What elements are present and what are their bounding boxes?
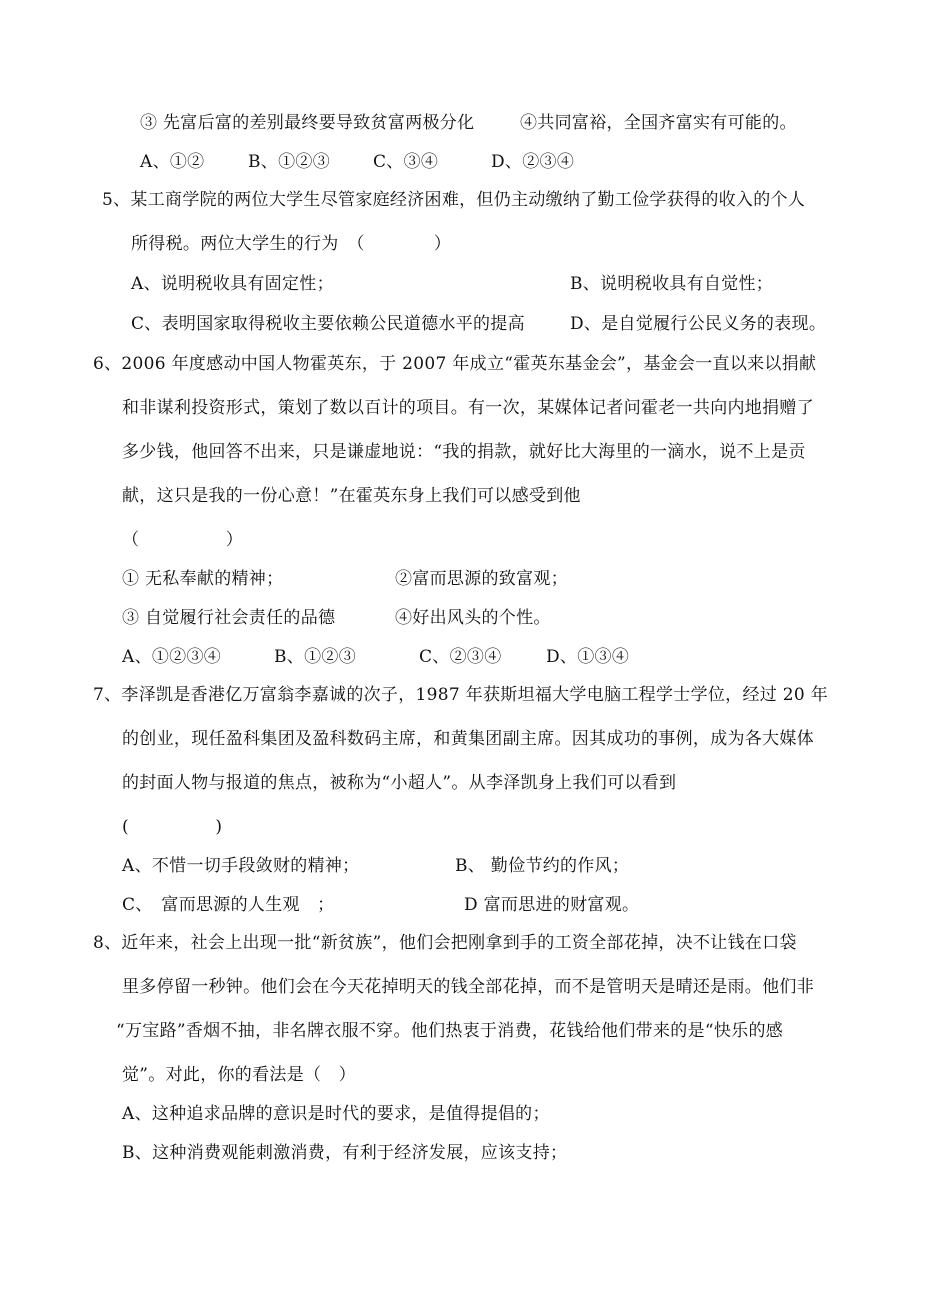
option-a: A、说明税收具有固定性；	[131, 274, 334, 294]
q8-option-a: A、这种追求品牌的意识是时代的要求，是值得提倡的；	[122, 1104, 550, 1124]
q8-option-b: B、这种消费观能刺激消费，有利于经济发展，应该支持；	[122, 1143, 568, 1163]
q8-stem-line-4: 觉”。对此，你的看法是（ ）	[122, 1065, 356, 1085]
option-c: C、表明国家取得税收主要依赖公民道德水平的提高	[131, 314, 525, 334]
option-b: B、①②③	[274, 647, 356, 667]
statement-2: ②富而思源的致富观；	[395, 569, 568, 589]
answer-blank: （ ）	[122, 530, 244, 550]
q4-statement-3-4	[140, 111, 797, 135]
option-c: C、 富而思源的人生观 ；	[122, 895, 335, 915]
q6-stem-line-3: 多少钱，他回答不出来，只是谦虚地说：“我的捐款，就好比大海里的一滴水，说不上是贡	[122, 442, 806, 462]
q4-options	[140, 150, 575, 174]
q8-stem-line-3: “万宝路”香烟不抽，非名牌衣服不穿。他们热衷于消费，花钱给他们带来的是“快乐的感	[116, 1021, 784, 1041]
q5-options-ab	[131, 272, 774, 296]
option-a: A、①②③④	[122, 647, 222, 667]
q6-stem-line-4: 献，这只是我的一份心意！”在霍英东身上我们可以感受到他	[122, 486, 581, 506]
q6-statement-1-2	[122, 567, 568, 591]
statement-1: ① 无私奉献的精神；	[122, 569, 284, 589]
q7-stem-line-3: 的封面人物与报道的焦点，被称为“小超人”。从李泽凯身上我们可以看到	[122, 773, 677, 793]
q8-stem-line-1: 8、近年来，社会上出现一批“新贫族”，他们会把刚拿到手的工资全部花掉，决不让钱在口袋	[93, 933, 797, 953]
option-b: B、①②③	[248, 152, 330, 172]
option-c: C、②③④	[419, 647, 502, 667]
q7-options-ab	[122, 854, 630, 878]
answer-blank: ( )	[122, 817, 223, 837]
q7-stem-line-2: 的创业，现任盈科集团及盈科数码主席，和黄集团副主席。因其成功的事例，成为各大媒体	[122, 729, 814, 749]
q6-options	[122, 645, 630, 669]
option-d: D、是自觉履行公民义务的表现。	[570, 314, 827, 334]
option-a: A、不惜一切手段敛财的精神；	[122, 856, 360, 876]
option-d: D、②③④	[491, 152, 575, 172]
option-c: C、③④	[373, 152, 439, 172]
statement-3: ③ 先富后富的差别最终要导致贫富两极分化	[140, 113, 475, 133]
q7-options-cd	[122, 893, 640, 917]
q6-statement-3-4	[122, 606, 551, 630]
q7-stem-line-1: 7、李泽凯是香港亿万富翁李嘉诚的次子，1987 年获斯坦福大学电脑工程学士学位，经过 20 年	[93, 685, 829, 705]
option-b: B、 勤俭节约的作风；	[455, 856, 630, 876]
q5-stem-line-1: 5、某工商学院的两位大学生尽管家庭经济困难，但仍主动缴纳了勤工俭学获得的收入的个人	[102, 190, 806, 210]
statement-4: ④好出风头的个性。	[395, 608, 551, 628]
q5-options-cd	[131, 312, 827, 336]
option-d: D、①③④	[546, 647, 630, 667]
q8-stem-line-2: 里多停留一秒钟。他们会在今天花掉明天的钱全部花掉，而不是管明天是晴还是雨。他们非	[122, 977, 814, 997]
option-a: A、①②	[140, 152, 205, 172]
q6-stem-line-2: 和非谋利投资形式，策划了数以百计的项目。有一次，某媒体记者问霍老一共向内地捐赠了	[122, 398, 814, 418]
statement-4: ④共同富裕，全国齐富实有可能的。	[520, 113, 797, 133]
option-b: B、说明税收具有自觉性；	[570, 274, 774, 294]
option-d: D 富而思进的财富观。	[464, 895, 640, 915]
statement-3: ③ 自觉履行社会责任的品德	[122, 608, 336, 628]
q6-stem-line-1: 6、2006 年度感动中国人物霍英东，于 2007 年成立“霍英东基金会”，基金会一直以来以捐献	[93, 354, 817, 374]
q5-stem-line-2: 所得税。两位大学生的行为 （ ）	[131, 234, 452, 254]
